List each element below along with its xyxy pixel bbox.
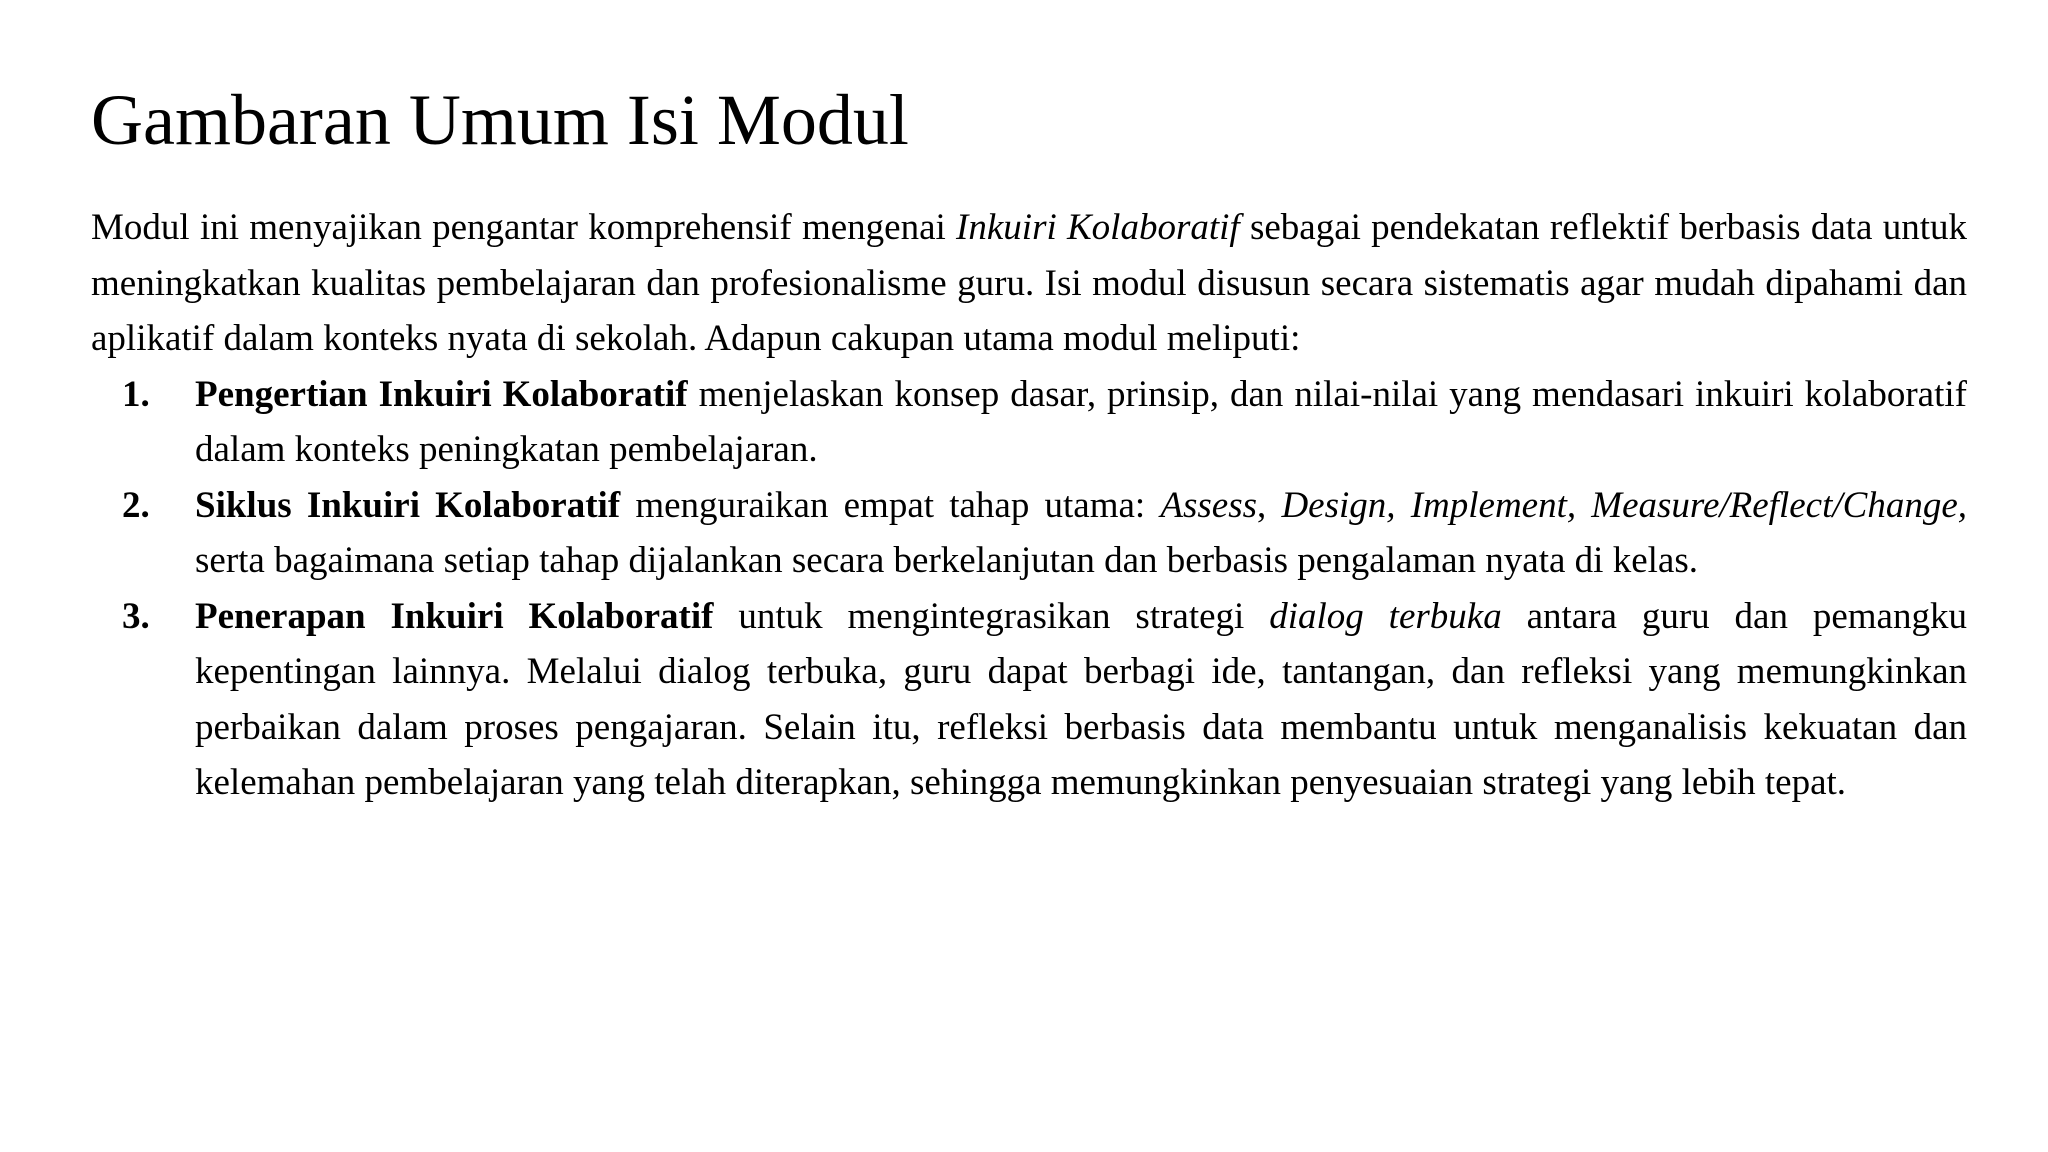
- list-number: 3.: [122, 595, 150, 637]
- list-number: 1.: [122, 373, 150, 415]
- list-item-text: menguraikan empat tahap utama:: [620, 484, 1161, 526]
- list-item: [91, 589, 1967, 811]
- list-number: 2.: [122, 484, 150, 526]
- list-item-text: menjelaskan konsep dasar, prinsip, dan nilai-nilai yang mendasari inkuiri kolaboratif dalam konteks peningkatan pembelajaran.: [195, 373, 1967, 470]
- intro-italic-term: Inkuiri Kolaboratif: [956, 207, 1240, 248]
- list-item-italic: dialog terbuka: [1269, 595, 1502, 637]
- body-text: [91, 200, 1967, 811]
- page-title: Gambaran Umum Isi Modul: [91, 80, 909, 160]
- list-item-text: antara guru dan pemangku kepentingan lainnya. Melalui dialog terbuka, guru dapat berbagi ide, tantangan, dan refleksi yang memungkinkan perbaikan dalam proses pengajaran. Selain itu, refleksi berbasis data membantu untuk menganalisis kekuatan dan kelemahan pembelajaran yang telah diterapkan, sehingga memungkinkan penyesuaian strategi yang lebih tepat.: [195, 595, 1967, 803]
- list-item-italic: Assess: [1160, 484, 1258, 526]
- intro-text: sebagai pendekatan reflektif berbasis data untuk meningkatkan kualitas pembelajaran dan profesionalisme guru. Isi modul disusun secara sistematis agar mudah dipahami dan aplikatif dalam konteks nyata di sekolah. Adapun cakupan utama modul meliputi:: [91, 207, 1967, 359]
- intro-paragraph: [91, 200, 1967, 367]
- list-item-heading: Penerapan Inkuiri Kolaboratif: [195, 595, 714, 637]
- content-list: [91, 367, 1967, 811]
- list-item-heading: Pengertian Inkuiri Kolaboratif: [195, 373, 688, 415]
- list-item-text: untuk mengintegrasikan strategi: [713, 595, 1270, 637]
- list-item-text: ,: [1257, 484, 1282, 526]
- list-item-text: serta bagaimana setiap tahap dijalankan secara berkelanjutan dan berbasis pengalaman nyata di kelas.: [195, 540, 1698, 581]
- list-item: [91, 478, 1967, 589]
- list-item-heading: Siklus Inkuiri Kolaboratif: [195, 484, 621, 526]
- list-item-italic: Design, Implement, Measure/Reflect/Change,: [1281, 484, 1967, 526]
- intro-text: Modul ini menyajikan pengantar komprehensif mengenai: [91, 207, 957, 248]
- list-item: [91, 367, 1967, 478]
